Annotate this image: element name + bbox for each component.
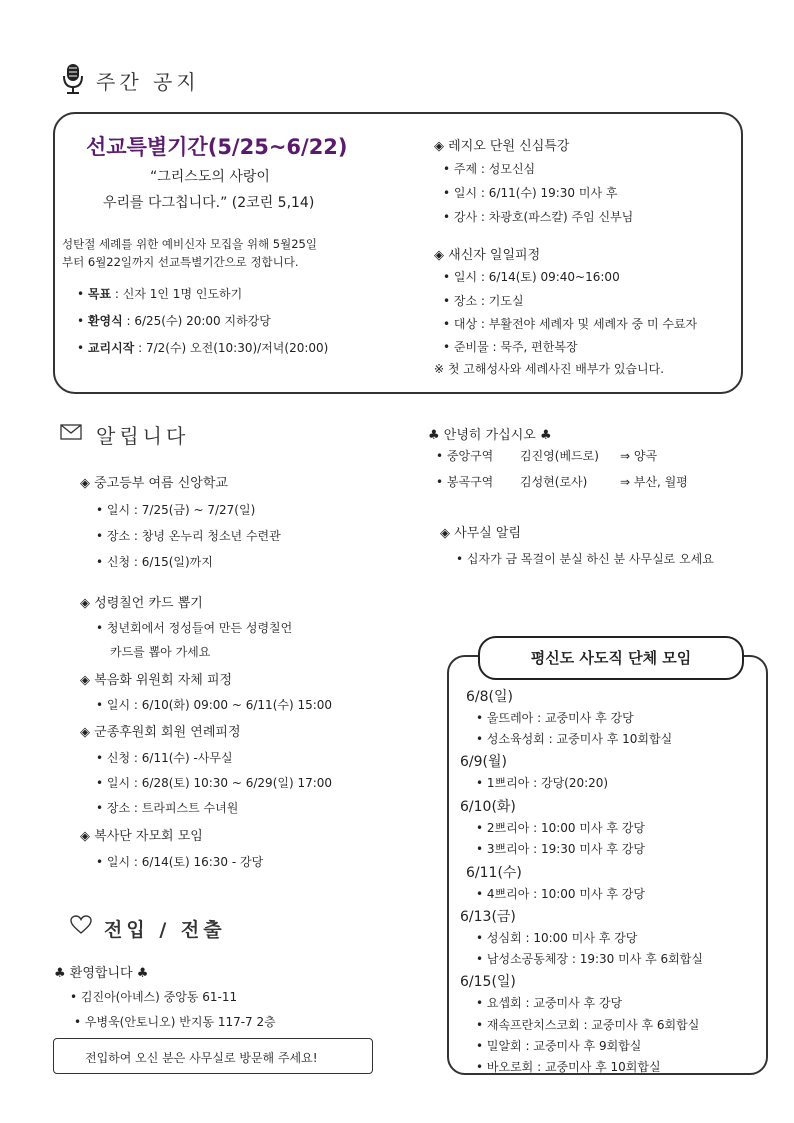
farewell-row: • 봉곡구역 — [436, 473, 493, 490]
microphone-icon — [62, 63, 84, 95]
list-item: • 주제 : 성모신심 — [443, 160, 535, 177]
group-date: 6/15(일) — [460, 974, 516, 990]
list-item: • 우병욱(안토니오) 반지동 117-7 2층 — [74, 1013, 276, 1030]
list-item: • 준비물 : 묵주, 편한복장 — [443, 338, 578, 355]
notices-title: 알립니다 — [96, 424, 190, 448]
group-date: 6/10(화) — [460, 799, 516, 815]
retreat-note: ※ 첫 고해성사와 세례사진 배부가 있습니다. — [434, 362, 665, 376]
list-item: • 일시 : 6/14(토) 16:30 - 강당 — [96, 853, 263, 870]
list-item: • 신청 : 6/11(수) -사무실 — [96, 749, 233, 766]
mission-item: • 교리시작 : 7/2(수) 오전(10:30)/저녁(20:00) — [77, 341, 329, 355]
list-item: • 요셉회 : 교중미사 후 강당 — [476, 994, 622, 1011]
mission-desc-2: 부터 6월22일까지 선교특별기간으로 정합니다. — [62, 255, 299, 269]
list-item: • 대상 : 부활전야 세례자 및 세례자 중 미 수료자 — [443, 315, 697, 332]
list-item: • 남성소공동체장 : 19:30 미사 후 6회합실 — [476, 950, 703, 967]
list-item: • 십자가 금 목걸이 분실 하신 분 사무실로 오세요 — [456, 550, 714, 567]
mission-quote-2: 우리를 다그칩니다.” (2코린 5,14) — [103, 195, 315, 211]
transfer-title: 전입 / 전출 — [104, 919, 226, 941]
group-date: 6/11(수) — [466, 865, 522, 881]
list-item-cont: 카드를 뽑아 가세요 — [110, 645, 211, 659]
envelope-icon — [60, 424, 82, 444]
mission-item: • 목표 : 신자 1인 1명 인도하기 — [77, 287, 243, 301]
heart-icon — [70, 915, 92, 939]
mission-quote-1: “그리스도의 사랑이 — [150, 169, 270, 185]
list-item: • 청년회에서 정성들여 만든 성령칠언 — [96, 619, 292, 636]
welcome-title: ♣ 환영합니다 ♣ — [54, 966, 149, 981]
list-item: • 장소 : 창녕 온누리 청소년 수련관 — [96, 527, 281, 544]
list-item: • 성심회 : 10:00 미사 후 강당 — [476, 929, 637, 946]
section-title: ◈ 성령칠언 카드 뽑기 — [80, 596, 203, 611]
section-title: ◈ 군종후원회 회원 연례피정 — [80, 725, 241, 740]
list-item: • 1쁘리아 : 강당(20:20) — [476, 774, 608, 791]
list-item: • 밀알회 : 교중미사 후 9회합실 — [476, 1037, 641, 1054]
group-date: 6/8(일) — [466, 689, 513, 705]
mission-title: 선교특별기간(5/25~6/22) — [86, 135, 348, 159]
list-item: • 강사 : 차광호(파스칼) 주임 신부님 — [443, 208, 633, 225]
group-date: 6/9(월) — [460, 754, 507, 770]
list-item: • 일시 : 6/14(토) 09:40~16:00 — [443, 268, 620, 285]
list-item: • 일시 : 6/11(수) 19:30 미사 후 — [443, 184, 617, 201]
farewell-title: ♣ 안녕히 가십시오 ♣ — [428, 428, 552, 443]
retreat-title: ◈ 새신자 일일피정 — [434, 248, 541, 263]
section-title: ◈ 복사단 자모회 모임 — [80, 829, 203, 844]
list-item: • 장소 : 기도실 — [443, 292, 524, 309]
page-title: 주간 공지 — [96, 70, 200, 94]
list-item: • 4쁘리아 : 10:00 미사 후 강당 — [476, 885, 645, 902]
group-date: 6/13(금) — [460, 909, 516, 925]
farewell-name: 김성현(로사) — [520, 475, 588, 489]
list-item: • 3쁘리아 : 19:30 미사 후 강당 — [476, 840, 645, 857]
list-item: • 울뜨레아 : 교중미사 후 강당 — [476, 709, 634, 726]
transfer-notice-text: 전입하여 오신 분은 사무실로 방문해 주세요! — [85, 1051, 318, 1065]
farewell-dest: ⇒ 부산, 월평 — [620, 475, 688, 489]
legio-title: ◈ 레지오 단원 신심특강 — [434, 139, 570, 154]
list-item: • 일시 : 6/10(화) 09:00 ~ 6/11(수) 15:00 — [96, 696, 332, 713]
mission-desc-1: 성탄절 세례를 위한 예비신자 모집을 위해 5월25일 — [62, 237, 317, 251]
farewell-name: 김진영(베드로) — [520, 449, 599, 463]
list-item: • 신청 : 6/15(일)까지 — [96, 553, 213, 570]
farewell-dest: ⇒ 양곡 — [620, 449, 658, 463]
list-item: • 일시 : 6/28(토) 10:30 ~ 6/29(일) 17:00 — [96, 774, 332, 791]
list-item: • 2쁘리아 : 10:00 미사 후 강당 — [476, 819, 645, 836]
mission-item: • 환영식 : 6/25(수) 20:00 지하강당 — [77, 314, 271, 328]
section-title: ◈ 중고등부 여름 신앙학교 — [80, 476, 228, 491]
list-item: • 바오로회 : 교중미사 후 10회합실 — [476, 1058, 661, 1075]
list-item: • 일시 : 7/25(금) ~ 7/27(일) — [96, 501, 255, 518]
list-item: • 김진아(아녜스) 중앙동 61-11 — [70, 988, 237, 1005]
list-item: • 성소육성회 : 교중미사 후 10회합실 — [476, 730, 672, 747]
groups-title: 평신도 사도직 단체 모임 — [478, 636, 744, 680]
section-title: ◈ 복음화 위원회 자체 피정 — [80, 673, 233, 688]
farewell-row: • 중앙구역 — [436, 447, 493, 464]
list-item: • 장소 : 트라피스트 수녀원 — [96, 799, 238, 816]
office-title: ◈ 사무실 알림 — [440, 526, 522, 541]
list-item: • 재속프란치스코회 : 교중미사 후 6회합실 — [476, 1016, 699, 1033]
